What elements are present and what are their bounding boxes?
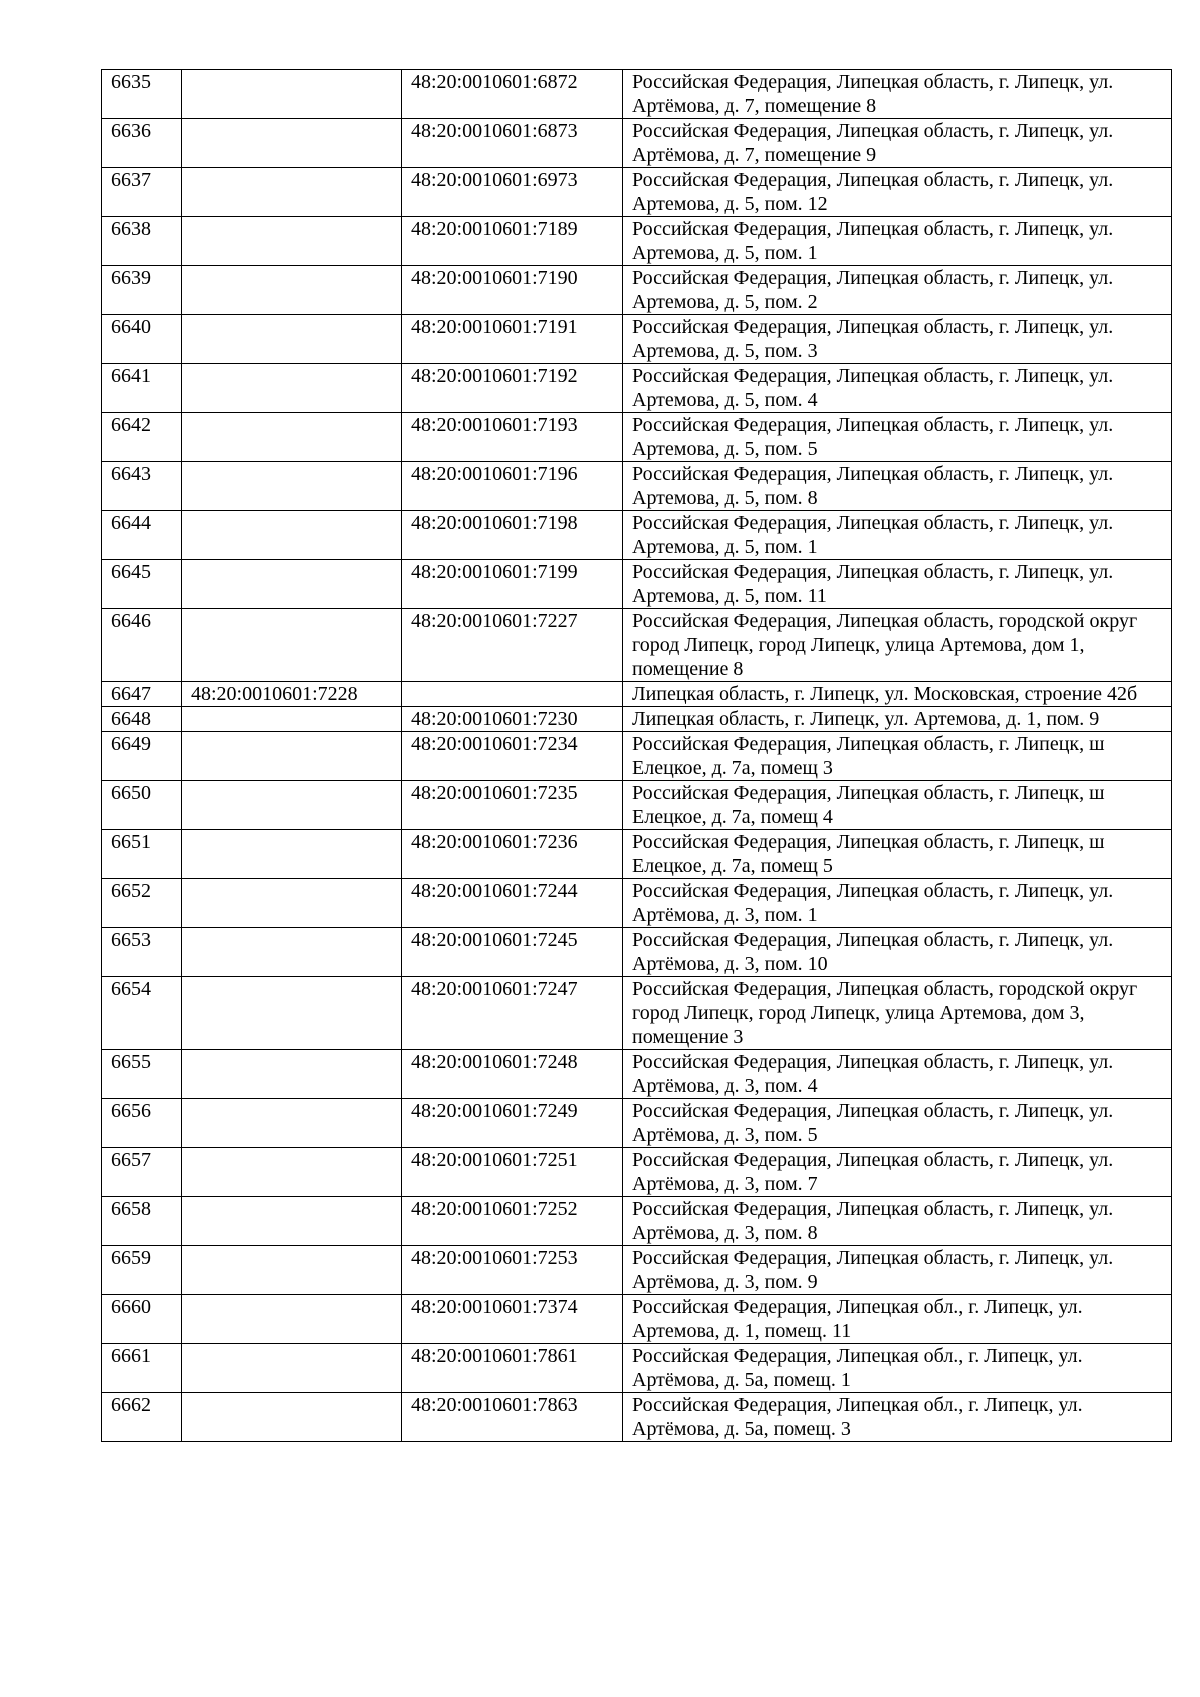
table-row: [102, 364, 1172, 413]
table-body: [102, 70, 1172, 1442]
address-cell: Липецкая область, г. Липецк, ул. Московская, строение 42б: [623, 682, 1172, 707]
cadastral-number-b-cell: 48:20:0010601:7227: [402, 609, 623, 682]
cadastral-number-b-cell: 48:20:0010601:7374: [402, 1295, 623, 1344]
cadastral-number-b-cell: 48:20:0010601:7193: [402, 413, 623, 462]
cadastral-number-a-cell: [182, 1344, 402, 1393]
cadastral-number-b-cell: 48:20:0010601:7863: [402, 1393, 623, 1442]
row-number-cell: 6637: [102, 168, 182, 217]
cadastral-number-a-cell: [182, 732, 402, 781]
address-cell: Российская Федерация, Липецкая область, г. Липецк, ш Елецкое, д. 7а, помещ 4: [623, 781, 1172, 830]
address-cell: Российская Федерация, Липецкая область, г. Липецк, ул. Артемова, д. 5, пом. 12: [623, 168, 1172, 217]
row-number-cell: 6640: [102, 315, 182, 364]
row-number-cell: 6657: [102, 1148, 182, 1197]
row-number-cell: 6655: [102, 1050, 182, 1099]
cadastral-number-b-cell: 48:20:0010601:7191: [402, 315, 623, 364]
cadastral-number-a-cell: [182, 609, 402, 682]
cadastral-number-b-cell: 48:20:0010601:7251: [402, 1148, 623, 1197]
table-row: [102, 511, 1172, 560]
row-number-cell: 6661: [102, 1344, 182, 1393]
cadastral-number-a-cell: [182, 1050, 402, 1099]
table-row: [102, 168, 1172, 217]
table-row: [102, 217, 1172, 266]
cadastral-number-b-cell: 48:20:0010601:7247: [402, 977, 623, 1050]
address-cell: Российская Федерация, Липецкая область, г. Липецк, ул. Артемова, д. 5, пом. 2: [623, 266, 1172, 315]
row-number-cell: 6660: [102, 1295, 182, 1344]
cadastral-number-b-cell: 48:20:0010601:7190: [402, 266, 623, 315]
address-cell: Российская Федерация, Липецкая область, г. Липецк, ул. Артемова, д. 5, пом. 4: [623, 364, 1172, 413]
row-number-cell: 6653: [102, 928, 182, 977]
row-number-cell: 6658: [102, 1197, 182, 1246]
table-row: [102, 70, 1172, 119]
cadastral-number-b-cell: 48:20:0010601:7230: [402, 707, 623, 732]
table-row: [102, 682, 1172, 707]
cadastral-number-a-cell: [182, 168, 402, 217]
cadastral-number-a-cell: [182, 511, 402, 560]
row-number-cell: 6644: [102, 511, 182, 560]
row-number-cell: 6652: [102, 879, 182, 928]
cadastral-number-b-cell: 48:20:0010601:7235: [402, 781, 623, 830]
row-number-cell: 6659: [102, 1246, 182, 1295]
cadastral-number-b-cell: 48:20:0010601:6873: [402, 119, 623, 168]
cadastral-number-b-cell: 48:20:0010601:7252: [402, 1197, 623, 1246]
address-cell: Российская Федерация, Липецкая область, г. Липецк, ул. Артемова, д. 5, пом. 1: [623, 217, 1172, 266]
cadastral-number-a-cell: [182, 266, 402, 315]
row-number-cell: 6647: [102, 682, 182, 707]
cadastral-number-a-cell: [182, 217, 402, 266]
cadastral-number-a-cell: [182, 1099, 402, 1148]
address-cell: Российская Федерация, Липецкая область, г. Липецк, ул. Артемова, д. 5, пом. 5: [623, 413, 1172, 462]
cadastral-number-a-cell: 48:20:0010601:7228: [182, 682, 402, 707]
cadastral-number-a-cell: [182, 830, 402, 879]
address-cell: Российская Федерация, Липецкая область, г. Липецк, ул. Артёмова, д. 3, пом. 5: [623, 1099, 1172, 1148]
row-number-cell: 6654: [102, 977, 182, 1050]
address-cell: Российская Федерация, Липецкая обл., г. Липецк, ул. Артемова, д. 1, помещ. 11: [623, 1295, 1172, 1344]
cadastral-number-b-cell: 48:20:0010601:7198: [402, 511, 623, 560]
table-row: [102, 928, 1172, 977]
row-number-cell: 6635: [102, 70, 182, 119]
table-row: [102, 413, 1172, 462]
table-row: [102, 119, 1172, 168]
row-number-cell: 6648: [102, 707, 182, 732]
cadastral-number-b-cell: 48:20:0010601:7189: [402, 217, 623, 266]
row-number-cell: 6646: [102, 609, 182, 682]
address-cell: Российская Федерация, Липецкая область, г. Липецк, ул. Артемова, д. 5, пом. 11: [623, 560, 1172, 609]
row-number-cell: 6645: [102, 560, 182, 609]
row-number-cell: 6636: [102, 119, 182, 168]
cadastral-number-b-cell: 48:20:0010601:7253: [402, 1246, 623, 1295]
table-row: [102, 462, 1172, 511]
table-row: [102, 1197, 1172, 1246]
cadastral-number-b-cell: 48:20:0010601:7249: [402, 1099, 623, 1148]
address-cell: Липецкая область, г. Липецк, ул. Артемова, д. 1, пом. 9: [623, 707, 1172, 732]
table-row: [102, 266, 1172, 315]
address-cell: Российская Федерация, Липецкая область, г. Липецк, ул. Артемова, д. 5, пом. 1: [623, 511, 1172, 560]
row-number-cell: 6656: [102, 1099, 182, 1148]
address-cell: Российская Федерация, Липецкая область, г. Липецк, ул. Артёмова, д. 3, пом. 1: [623, 879, 1172, 928]
address-cell: Российская Федерация, Липецкая область, г. Липецк, ул. Артёмова, д. 3, пом. 7: [623, 1148, 1172, 1197]
address-cell: Российская Федерация, Липецкая область, г. Липецк, ш Елецкое, д. 7а, помещ 3: [623, 732, 1172, 781]
cadastral-number-b-cell: 48:20:0010601:7248: [402, 1050, 623, 1099]
cadastral-number-a-cell: [182, 1148, 402, 1197]
cadastral-number-a-cell: [182, 1246, 402, 1295]
cadastral-number-a-cell: [182, 315, 402, 364]
cadastral-number-a-cell: [182, 70, 402, 119]
cadastral-number-b-cell: 48:20:0010601:6973: [402, 168, 623, 217]
cadastral-number-a-cell: [182, 707, 402, 732]
cadastral-number-a-cell: [182, 1197, 402, 1246]
cadastral-number-a-cell: [182, 781, 402, 830]
cadastral-number-a-cell: [182, 879, 402, 928]
cadastral-number-b-cell: 48:20:0010601:7244: [402, 879, 623, 928]
table-row: [102, 1246, 1172, 1295]
row-number-cell: 6662: [102, 1393, 182, 1442]
cadastral-number-a-cell: [182, 1295, 402, 1344]
address-cell: Российская Федерация, Липецкая область, г. Липецк, ул. Артёмова, д. 3, пом. 9: [623, 1246, 1172, 1295]
cadastral-number-b-cell: 48:20:0010601:7234: [402, 732, 623, 781]
table-row: [102, 830, 1172, 879]
cadastral-number-a-cell: [182, 462, 402, 511]
cadastral-number-b-cell: [402, 682, 623, 707]
row-number-cell: 6638: [102, 217, 182, 266]
cadastral-number-b-cell: 48:20:0010601:7245: [402, 928, 623, 977]
property-table: [101, 69, 1172, 1442]
table-row: [102, 1393, 1172, 1442]
table-row: [102, 732, 1172, 781]
address-cell: Российская Федерация, Липецкая область, городской округ город Липецк, город Липецк, улица Артемова, дом 1, помещение 8: [623, 609, 1172, 682]
table-row: [102, 879, 1172, 928]
address-cell: Российская Федерация, Липецкая обл., г. Липецк, ул. Артёмова, д. 5а, помещ. 1: [623, 1344, 1172, 1393]
cadastral-number-a-cell: [182, 119, 402, 168]
address-cell: Российская Федерация, Липецкая область, г. Липецк, ул. Артёмова, д. 7, помещение 9: [623, 119, 1172, 168]
cadastral-number-a-cell: [182, 1393, 402, 1442]
row-number-cell: 6639: [102, 266, 182, 315]
row-number-cell: 6643: [102, 462, 182, 511]
cadastral-number-b-cell: 48:20:0010601:7199: [402, 560, 623, 609]
table-row: [102, 1344, 1172, 1393]
cadastral-number-b-cell: 48:20:0010601:7861: [402, 1344, 623, 1393]
cadastral-number-a-cell: [182, 977, 402, 1050]
table-row: [102, 560, 1172, 609]
table-row: [102, 707, 1172, 732]
table-row: [102, 1050, 1172, 1099]
cadastral-number-b-cell: 48:20:0010601:6872: [402, 70, 623, 119]
cadastral-number-b-cell: 48:20:0010601:7192: [402, 364, 623, 413]
address-cell: Российская Федерация, Липецкая область, г. Липецк, ул. Артёмова, д. 3, пом. 4: [623, 1050, 1172, 1099]
table-row: [102, 977, 1172, 1050]
address-cell: Российская Федерация, Липецкая область, г. Липецк, ул. Артемова, д. 5, пом. 3: [623, 315, 1172, 364]
cadastral-number-a-cell: [182, 928, 402, 977]
row-number-cell: 6642: [102, 413, 182, 462]
address-cell: Российская Федерация, Липецкая область, г. Липецк, ш Елецкое, д. 7а, помещ 5: [623, 830, 1172, 879]
address-cell: Российская Федерация, Липецкая обл., г. Липецк, ул. Артёмова, д. 5а, помещ. 3: [623, 1393, 1172, 1442]
cadastral-number-b-cell: 48:20:0010601:7196: [402, 462, 623, 511]
address-cell: Российская Федерация, Липецкая область, г. Липецк, ул. Артёмова, д. 3, пом. 8: [623, 1197, 1172, 1246]
row-number-cell: 6651: [102, 830, 182, 879]
cadastral-number-b-cell: 48:20:0010601:7236: [402, 830, 623, 879]
address-cell: Российская Федерация, Липецкая область, г. Липецк, ул. Артёмова, д. 3, пом. 10: [623, 928, 1172, 977]
address-cell: Российская Федерация, Липецкая область, г. Липецк, ул. Артёмова, д. 7, помещение 8: [623, 70, 1172, 119]
table-row: [102, 1099, 1172, 1148]
table-row: [102, 1295, 1172, 1344]
table-row: [102, 609, 1172, 682]
cadastral-number-a-cell: [182, 364, 402, 413]
row-number-cell: 6650: [102, 781, 182, 830]
table-row: [102, 781, 1172, 830]
address-cell: Российская Федерация, Липецкая область, городской округ город Липецк, город Липецк, улица Артемова, дом 3, помещение 3: [623, 977, 1172, 1050]
address-cell: Российская Федерация, Липецкая область, г. Липецк, ул. Артемова, д. 5, пом. 8: [623, 462, 1172, 511]
cadastral-number-a-cell: [182, 413, 402, 462]
table-row: [102, 1148, 1172, 1197]
cadastral-number-a-cell: [182, 560, 402, 609]
row-number-cell: 6641: [102, 364, 182, 413]
row-number-cell: 6649: [102, 732, 182, 781]
table-row: [102, 315, 1172, 364]
